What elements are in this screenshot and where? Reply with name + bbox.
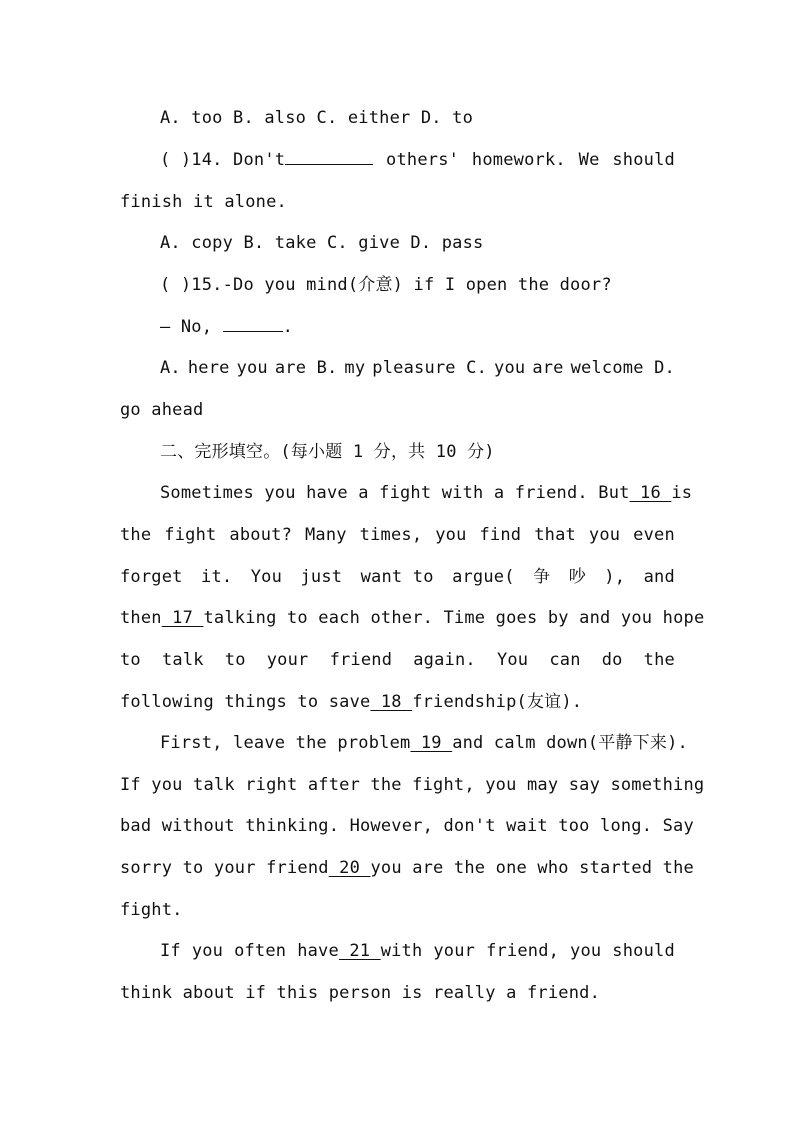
blank-18: 18 bbox=[370, 692, 413, 712]
q15-option-word: my bbox=[344, 358, 366, 378]
passage-line: following things to save 18 friendship(友谊). bbox=[120, 692, 583, 712]
passage-line: If you talk right after the fight, you may say something bbox=[120, 775, 705, 795]
passage-line: fight. bbox=[120, 900, 183, 920]
passage-line: then 17 talking to each other. Time goes by and you hope bbox=[120, 608, 705, 628]
q14-word: others' bbox=[386, 150, 460, 170]
passage-line: First, leave the problem 19 and calm down(平静下来). bbox=[160, 733, 688, 753]
q15-blank bbox=[223, 315, 283, 332]
q14-line1 bbox=[160, 148, 675, 172]
blank-16: 16 bbox=[629, 483, 672, 503]
q14-line2: finish it alone. bbox=[120, 192, 287, 212]
section-title: 二、完形填空。(每小题 1 分，共 10 分) bbox=[160, 442, 495, 462]
passage-line: think about if this person is really a friend. bbox=[120, 983, 601, 1003]
q15-answer: — No, . bbox=[160, 317, 294, 337]
blank-21: 21 bbox=[338, 941, 381, 961]
q13-options: A. too B. also C. either D. to bbox=[160, 108, 474, 128]
q15-option-word: you bbox=[494, 358, 526, 378]
q15-option-word: welcome D. bbox=[570, 358, 675, 378]
q14-prefix: ( )14. Don't bbox=[160, 148, 373, 172]
passage-line: the fight about? Many times, you find that you even bbox=[120, 525, 675, 545]
q15-option-word: you bbox=[236, 358, 268, 378]
blank-20: 20 bbox=[328, 858, 371, 878]
blank-19: 19 bbox=[410, 733, 453, 753]
passage-line: forget it. You just want to argue( 争 吵 ), and bbox=[120, 567, 675, 587]
q15-option-word: are B. bbox=[274, 358, 338, 378]
passage-line: Sometimes you have a fight with a friend. But 16 is bbox=[160, 483, 693, 503]
q14-word: should bbox=[612, 150, 675, 170]
q15-option-word: here bbox=[187, 358, 230, 378]
q14-options: A. copy B. take C. give D. pass bbox=[160, 233, 484, 253]
q15-option-word: pleasure C. bbox=[372, 358, 488, 378]
blank-17: 17 bbox=[161, 608, 204, 628]
passage-line: If you often have 21 with your friend, you should bbox=[160, 941, 675, 961]
passage-line: to talk to your friend again. You can do the bbox=[120, 650, 675, 670]
q15-options-line2: go ahead bbox=[120, 400, 204, 420]
q15-option-word: are bbox=[532, 358, 564, 378]
q15-question: ( )15.-Do you mind(介意) if I open the door? bbox=[160, 275, 612, 295]
passage-line: sorry to your friend 20 you are the one who started the bbox=[120, 858, 694, 878]
q14-blank bbox=[285, 148, 373, 165]
q14-word: We bbox=[578, 150, 600, 170]
q15-option-word: A. bbox=[160, 358, 181, 378]
passage-line: bad without thinking. However, don't wait too long. Say bbox=[120, 816, 694, 836]
q15-options-line1 bbox=[160, 356, 675, 380]
q14-word: homework. bbox=[471, 150, 566, 170]
